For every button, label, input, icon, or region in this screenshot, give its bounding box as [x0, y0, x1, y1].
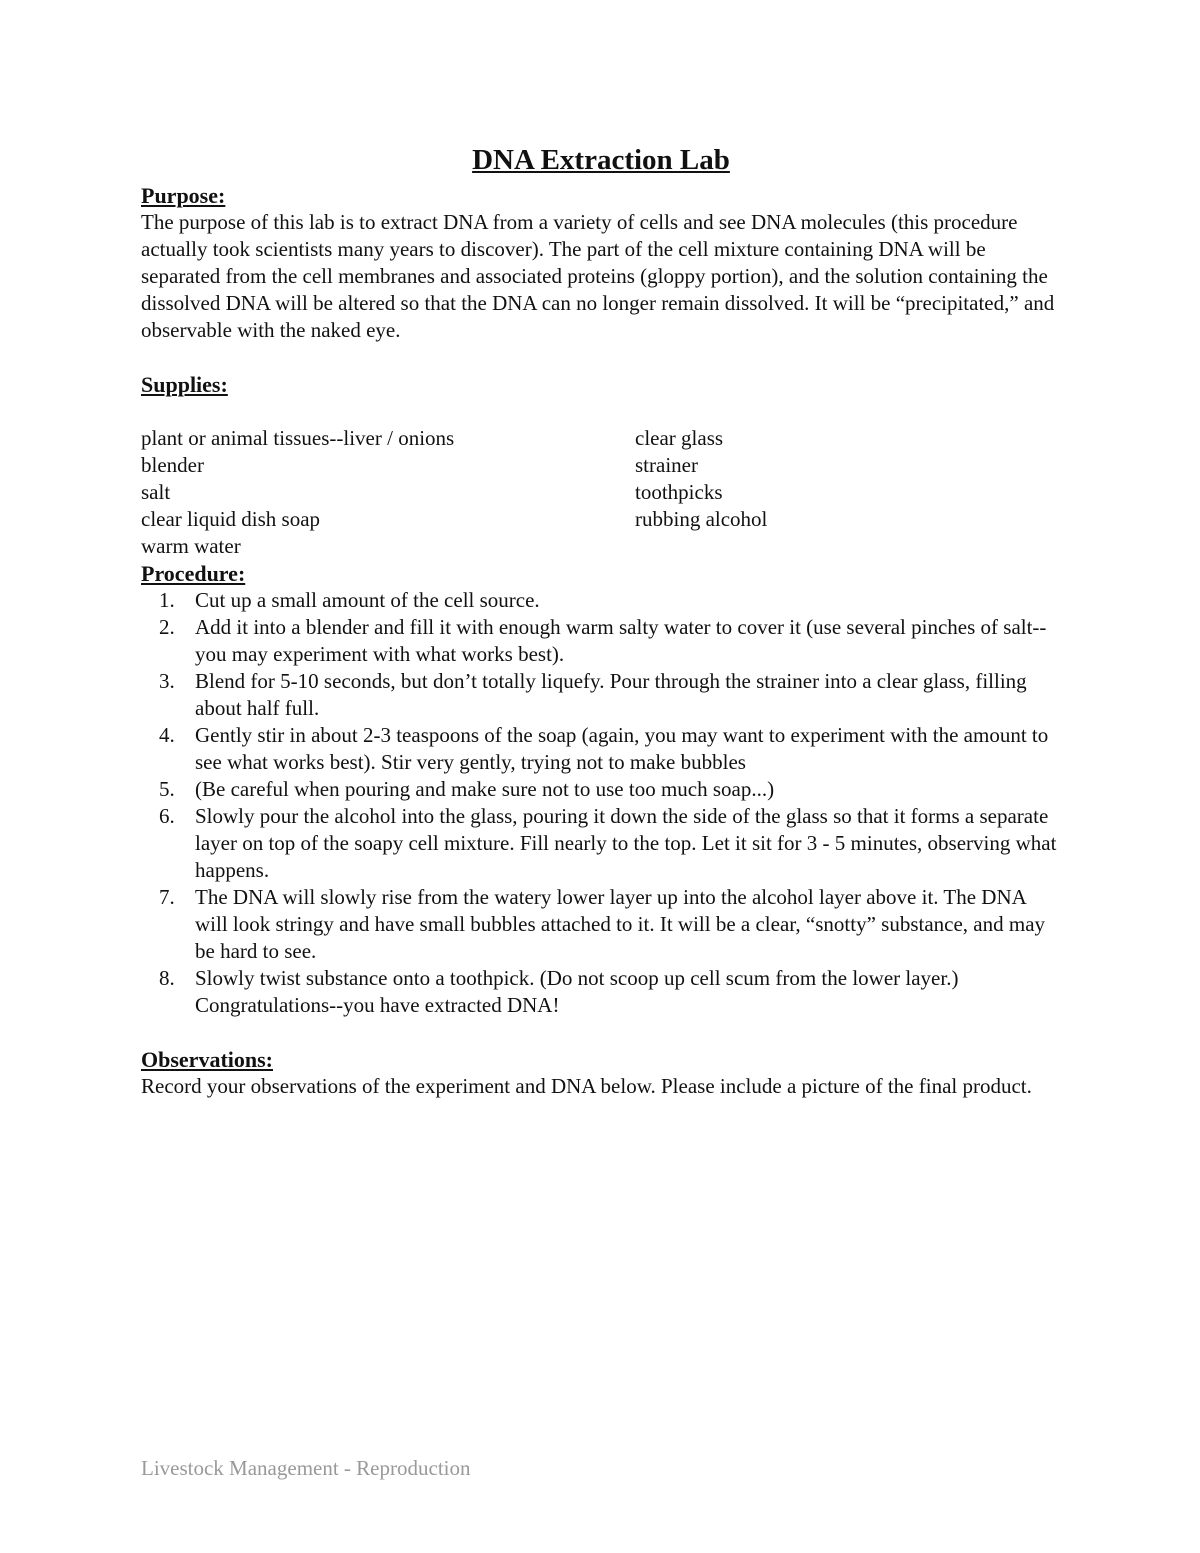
- procedure-step: [141, 614, 1061, 668]
- spacer: [141, 344, 1061, 371]
- supplies-heading: Supplies:: [141, 372, 228, 397]
- document-body: [141, 142, 1061, 1100]
- step-number: 6.: [159, 804, 175, 828]
- page-footer: Livestock Management - Reproduction: [141, 1456, 471, 1480]
- supply-item: clear liquid dish soap: [141, 507, 321, 531]
- supply-item: plant or animal tissues--liver / onions: [141, 426, 455, 450]
- procedure-step: [141, 965, 1061, 1019]
- page-title: DNA Extraction Lab: [472, 144, 730, 176]
- step-number: 7.: [159, 885, 175, 909]
- step-number: 4.: [159, 723, 175, 747]
- supply-item: warm water: [141, 534, 241, 558]
- supplies-column-left: [141, 425, 621, 560]
- purpose-text: The purpose of this lab is to extract DNA from a variety of cells and see DNA molecules (this procedure actually took scientists many years to discover). The part of the cell mixture containing DNA will be separated from the cell membranes and associated proteins (gloppy portion), and the solution containing the dissolved DNA will be altered so that the DNA can no longer remain dissolved. It will be “precipitated,” and observable with the naked eye.: [141, 210, 1055, 342]
- procedure-step: [141, 884, 1061, 965]
- supply-item: rubbing alcohol: [635, 507, 768, 531]
- step-text: Slowly pour the alcohol into the glass, pouring it down the side of the glass so that it forms a separate layer on top of the soapy cell mixture. Fill nearly to the top. Let it sit for 3 - 5 minutes, observing what happens.: [195, 804, 1057, 882]
- step-text: Slowly twist substance onto a toothpick. (Do not scoop up cell scum from the lower layer.) Congratulations--you have extracted DNA!: [195, 966, 959, 1017]
- spacer: [141, 1019, 1061, 1046]
- procedure-heading: Procedure:: [141, 561, 246, 586]
- supplies-list: [141, 425, 1061, 560]
- supply-item: strainer: [635, 453, 698, 477]
- supplies-column-right: [635, 425, 1055, 533]
- procedure-step: [141, 587, 1061, 614]
- supply-item: toothpicks: [635, 480, 723, 504]
- supply-item: salt: [141, 480, 171, 504]
- step-number: 3.: [159, 669, 175, 693]
- step-number: 1.: [159, 588, 175, 612]
- step-number: 8.: [159, 966, 175, 990]
- observations-heading: Observations:: [141, 1047, 273, 1072]
- step-text: Add it into a blender and fill it with enough warm salty water to cover it (use several pinches of salt--you may experiment with what works best).: [195, 615, 1047, 666]
- step-text: (Be careful when pouring and make sure not to use too much soap...): [195, 777, 775, 801]
- procedure-step: [141, 776, 1061, 803]
- procedure-steps: [141, 587, 1061, 1019]
- procedure-step: [141, 803, 1061, 884]
- procedure-step: [141, 722, 1061, 776]
- purpose-heading: Purpose:: [141, 183, 226, 208]
- observations-text: Record your observations of the experiment and DNA below. Please include a picture of the final product.: [141, 1074, 1032, 1098]
- step-text: Gently stir in about 2-3 teaspoons of the soap (again, you may want to experiment with the amount to see what works best). Stir very gently, trying not to make bubbles: [195, 723, 1049, 774]
- step-text: The DNA will slowly rise from the watery lower layer up into the alcohol layer above it. The DNA will look stringy and have small bubbles attached to it. It will be a clear, “snotty” substance, and may be hard to see.: [195, 885, 1046, 963]
- supply-item: blender: [141, 453, 204, 477]
- step-number: 5.: [159, 777, 175, 801]
- step-number: 2.: [159, 615, 175, 639]
- procedure-step: [141, 668, 1061, 722]
- step-text: Cut up a small amount of the cell source.: [195, 588, 540, 612]
- step-text: Blend for 5-10 seconds, but don’t totally liquefy. Pour through the strainer into a clear glass, filling about half full.: [195, 669, 1027, 720]
- supply-item: clear glass: [635, 426, 724, 450]
